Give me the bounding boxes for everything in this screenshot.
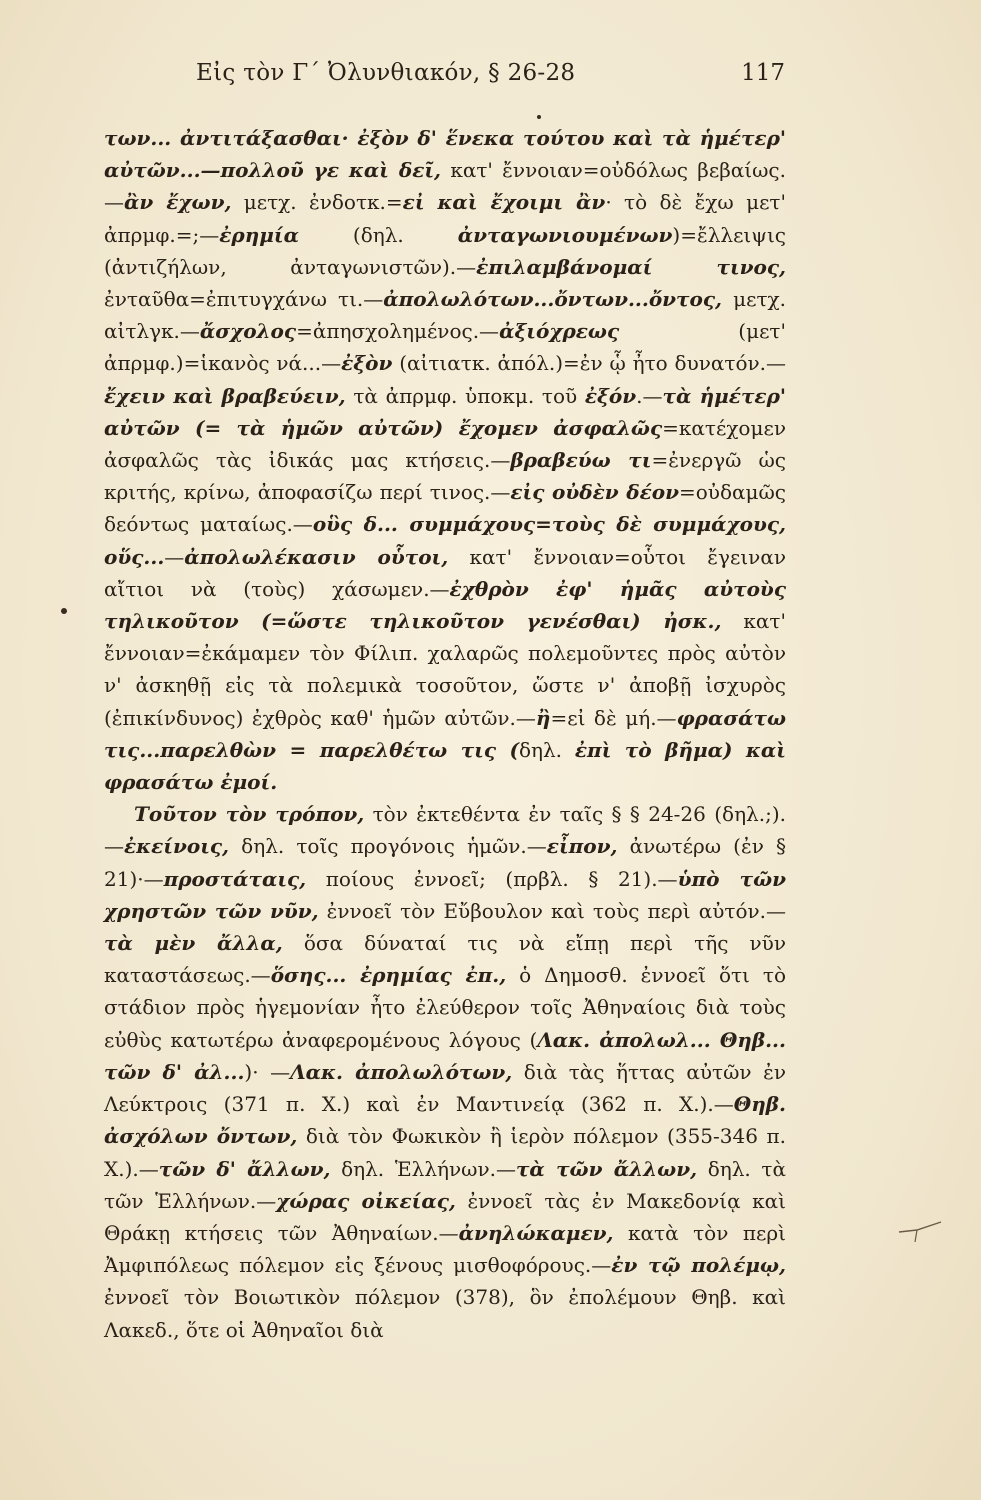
lemma-text: Θηβ. ἀσχόλων ὄντων, [104,1092,786,1149]
gloss-text: ἐνταῦθα=ἐπιτυγχάνω τι.— [104,287,384,312]
commentary-paragraph-2 [104,798,786,1345]
lemma-text: οὓς δ... συμμάχους=τοὺς δὲ συμμάχους, οὕς... [104,512,786,569]
gloss-text: )=ἔλλειψις (ἀντιζήλων, ἀνταγωνιστῶν).— [104,222,786,279]
gloss-text: ἐννοεῖ τὸν Εὔβουλον καὶ τοὺς περὶ αὐτόν.— [318,898,787,923]
gloss-text: ὅσα δύναταί τις νὰ εἴπῃ περὶ τῆς νῦν καταστάσεως.— [104,931,787,988]
gloss-text: διὰ τὰς ἥττας αὐτῶν ἐν Λεύκτροις (371 π. Χ.) καὶ ἐν Μαντινείᾳ (362 π. Χ.).— [104,1059,786,1117]
gloss-text: ἀνωτέρω (ἐν § 21)·— [104,834,787,891]
lemma-text: ἐπιλαμβάνομαί τινος, [476,254,786,279]
lemma-text: Τοῦτον τὸν τρόπον, [134,802,365,827]
gloss-text: κατ' ἔννοιαν=οὐδόλως βεβαίως. — [104,158,786,215]
gloss-text: .— [636,383,663,408]
lemma-text: ἀνταγωνιουμένων [457,222,673,247]
lemma-text: ἄσχολος [199,319,297,344]
gloss-text: ἐννοεῖ τὸν Βοιωτικὸν πόλεμον (378), ὃν ἐπολέμουν Θηβ. καὶ Λακεδ., ὅτε οἱ Ἀθηναῖοι διὰ [104,1285,786,1342]
lemma-text: ἀπολωλέκασιν οὗτοι, [184,544,449,569]
gloss-text: ποίους ἐννοεῖ; (πρβλ. § 21).— [306,866,678,891]
lemma-text: ἐν τῷ πολέμῳ, [611,1253,787,1278]
lemma-text: τὰ μὲν ἄλλα, [104,931,283,956]
lemma-text: ἐπὶ τὸ βῆμα) καὶ φρασάτω ἐμοί. [104,737,786,795]
lemma-text: ὅσης... ἐρημίας ἐπ., [270,963,507,988]
lemma-text: εἰς οὐδὲν δέον [510,480,679,505]
gloss-text: ἐννοεῖ τὰς ἐν Μακεδονίᾳ καὶ Θράκῃ κτήσεις τῶν Ἀθηναίων.— [104,1188,786,1245]
gloss-text: )· — [244,1059,291,1084]
lemma-text: ἀνηλώκαμεν, [458,1220,614,1245]
gloss-text: κατ' ἔννοιαν=οὗτοι ἔγειναν αἴτιοι νὰ (τοὺς) χάσωμεν.— [104,544,786,601]
gloss-text: (μετ' ἀπρμφ.)=ἱκανὸς νά...— [104,319,786,376]
lemma-text: προστάταις, [163,866,307,891]
gloss-text: ὁ Δημοσθ. ἐννοεῖ ὅτι τὸ στάδιον πρὸς ἡγεμονίαν ἦτο ἐλεύθερον τοῖς Ἀθηναίοις διὰ τοὺς εὐθὺς κατωτέρω ἀναφερομένους λόγους ( [104,963,786,1052]
lemma-text: ἔχειν καὶ βραβεύειν, [104,383,346,408]
lemma-text: ἀξιόχρεως [499,319,620,344]
gloss-text: =εἰ δὲ μή.— [550,705,677,730]
gloss-text: μετχ. αἰτλγκ.— [104,287,786,344]
running-header [96,60,791,100]
lemma-text: Λακ. ἀπολωλότων, [290,1059,513,1084]
lemma-text: Λακ. ἀπολωλ... Θηβ... τῶν δ' ἀλ... [104,1027,786,1084]
gloss-text: κατὰ τὸν περὶ Ἀμφιπόλεως πόλεμον εἰς ξένους μισθοφόρους.— [104,1220,786,1278]
lemma-text: τὰ ἡμέτερ' αὐτῶν (= τὰ ἡμῶν αὐτῶν) ἔχομεν ἀσφαλῶς [104,383,787,440]
lemma-text: ἢ [535,705,551,730]
gloss-text: δηλ. τοῖς προγόνοις ἡμῶν.— [229,834,547,859]
lemma-text: ἐξὸν [341,351,393,376]
gloss-text: =κατέχομεν ἀσφαλῶς τὰς ἰδικάς μας κτήσεις.— [104,415,786,473]
commentary-text [104,122,786,1346]
lemma-text: φρασάτω τις...παρελθὼν = παρελθέτω τις ( [104,705,786,762]
page-number: 117 [741,60,785,86]
lemma-text: χώρας οἰκείας, [276,1188,456,1213]
lemma-text: τῶν δ' ἄλλων, [158,1156,331,1181]
lemma-text: ὑπὸ τῶν χρηστῶν τῶν νῦν, [104,866,787,923]
lemma-text: ἀπολωλότων...ὄντων...ὄντος, [383,287,722,312]
gloss-text: =ἀπησχολημένος.— [296,319,500,344]
lemma-text: ἐκείνοις, [124,834,230,859]
gloss-text: διὰ τὸν Φωκικὸν ἢ ἱερὸν πόλεμον (355-346 π. Χ.).— [104,1124,786,1181]
ink-dot-mark [537,115,541,119]
gloss-text: — [164,544,185,569]
gloss-text: δηλ. [518,737,575,762]
lemma-text: ἐξόν [584,383,637,408]
lemma-text: ἐρημία [219,222,299,247]
lemma-text: τὰ τῶν ἄλλων, [515,1156,698,1181]
margin-dot-mark [61,608,67,614]
running-title: Εἰς τὸν Γ΄ Ὀλυνθιακόν, § 26-28 [196,60,576,86]
lemma-text: εἰ καὶ ἔχοιμι ἂν [402,190,606,215]
lemma-text: των... ἀντιτάξασθαι· ἐξὸν δ' ἕνεκα τούτου καὶ τὰ ἡμέτερ' αὐτῶν...—πολλοῦ γε καὶ δεῖ, [104,126,786,183]
lemma-text: ἐχθρὸν ἐφ' ἡμᾶς αὐτοὺς τηλικοῦτον (=ὥστε τηλικοῦτον γενέσθαι) ἠσκ., [104,576,786,634]
gloss-text: (αἰτιατκ. ἀπόλ.)=ἐν ᾧ ἦτο δυνατόν.— [392,351,787,376]
gloss-text: τὸν ἐκτεθέντα ἐν ταῖς § § 24-26 (δηλ.;). — [104,802,786,859]
gloss-text: =ἐνεργῶ ὡς κριτής, κρίνω, ἀποφασίζω περί τινος.— [104,448,787,505]
lemma-text: βραβεύω τι [510,448,652,473]
gloss-text: (δηλ. [298,222,458,247]
gloss-text: τὰ ἀπρμφ. ὑποκμ. τοῦ [345,383,585,408]
gloss-text: δηλ. Ἑλλήνων.— [330,1156,516,1181]
pencil-check-mark [897,1218,949,1244]
gloss-text: · τὸ δὲ ἔχω μετ' ἀπρμφ.=;— [104,190,786,247]
lemma-text: ἂν ἔχων, [124,190,232,215]
gloss-text: =οὐδαμῶς δεόντως ματαίως.— [104,480,787,537]
commentary-paragraph-1 [104,122,786,798]
gloss-text: κατ' ἔννοιαν=ἐκάμαμεν τὸν Φίλιπ. χαλαρῶς πολεμοῦντες πρὸς αὐτὸν ν' ἀσκηθῇ εἰς τὰ πολεμικὰ τοσοῦτον, ὥστε ν' ἀποβῇ ἰσχυρὸς (ἐπικίνδυνος) ἐχθρὸς καθ' ἡμῶν αὐτῶν.— [104,609,786,730]
gloss-text: δηλ. τὰ τῶν Ἑλλήνων.— [104,1156,786,1213]
gloss-text: μετχ. ἐνδοτκ.= [231,190,403,215]
lemma-text: εἶπον, [546,834,618,859]
